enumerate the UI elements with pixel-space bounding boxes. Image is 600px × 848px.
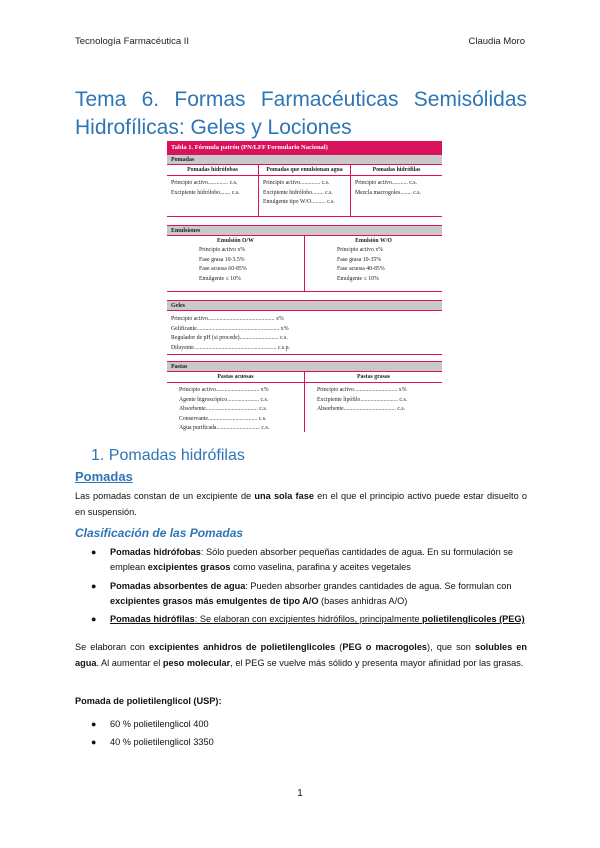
col-head: Pastas acuosas: [167, 372, 304, 383]
list-item: [75, 717, 527, 732]
title-word: Semisólidas: [413, 88, 527, 111]
pastas-col: [167, 372, 305, 432]
formula-line: Principio activo.............................. x%: [179, 387, 269, 393]
text-run: : Se elaboran con excipientes hidrófilos, principalmente: [194, 614, 423, 625]
peg-paragraph: [75, 640, 527, 671]
usp-heading: [75, 694, 527, 710]
pomadas-heading: Pomadas: [75, 469, 133, 484]
emulsiones-col: [305, 236, 442, 291]
text-run: (: [335, 642, 343, 652]
section-emulsiones: Emulsiones: [167, 225, 442, 236]
list-item: [75, 735, 527, 750]
title-word: Tema: [75, 88, 127, 111]
formula-line: Absorbente.................................... c.s.: [317, 406, 406, 412]
bullet-icon: ●: [91, 737, 97, 748]
list-item: [75, 579, 527, 610]
formula-line: Emulgente tipo W/O.......... c.s.: [263, 199, 335, 205]
formula-line: Conservante.................................. c.s.: [179, 415, 267, 422]
formula-line: Diluyente......................................................... c.s.p.: [171, 344, 290, 351]
header-left: Tecnología Farmacéutica II: [75, 36, 190, 47]
formula-line: Fase grasa 10-3.5%: [199, 256, 245, 263]
list-item: [75, 612, 527, 627]
formula-table-figure: [167, 141, 442, 431]
text-run: en el que el principio activo puede estar disuelto o en suspensión.: [75, 491, 528, 517]
title-word: 6.: [141, 88, 160, 111]
formula-line: Principio activo x%: [337, 247, 384, 253]
text-run: : Pueden absorber grandes cantidades de agua. Se formulan con: [245, 580, 512, 591]
text-run-bold: excipientes anhidros de polietilenglicoles: [148, 642, 336, 652]
clasificacion-heading: Clasificación de las Pomadas: [75, 526, 244, 540]
emulsiones-row: [167, 236, 442, 292]
text-run-bold: solubles en agua: [75, 642, 527, 668]
formula-line: Agua purificada.............................. c.s.: [179, 425, 270, 431]
page-number: 1: [297, 788, 303, 799]
usp-list: [75, 717, 527, 754]
formula-line: Principio activo........... c.s.: [355, 180, 417, 186]
formula-line: Principio activo.............................. x%: [317, 387, 407, 393]
text-run-bold: excipientes grasos más emulgentes de tipo A/O: [110, 595, 319, 606]
text-run-bold: una sola fase: [254, 491, 314, 501]
formula-line: Excipiente lipófilo.......................... c.s.: [317, 396, 408, 403]
formula-line: Fase grasa 10-35%: [337, 256, 382, 263]
text-run-bold: PEG o macrogoles: [342, 642, 428, 652]
bullet-icon: ●: [91, 614, 97, 625]
formula-line: Emulgente ≤ 10%: [337, 275, 379, 282]
section-pomadas: Pomadas: [167, 154, 442, 165]
text-run: Las pomadas constan de un excipiente de: [75, 491, 255, 501]
formula-line: Principio activo.............. c.s.: [171, 180, 238, 186]
pastas-row: [167, 372, 442, 432]
emulsiones-col: [167, 236, 305, 291]
figure-title: Tabla 1. Fórmula patrón (PN/LFF Formulario Nacional): [167, 141, 442, 154]
pomadas-col: [351, 165, 442, 216]
text-run-bold: polietilenglicoles (PEG): [422, 614, 525, 625]
col-head: Pastas grasas: [305, 372, 442, 383]
title-word: Farmacéuticas: [260, 88, 399, 111]
formula-line: Emulgente ≤ 10%: [199, 275, 241, 282]
bullet-icon: ●: [91, 580, 97, 591]
col-head: Emulsión O/W: [217, 238, 254, 244]
bullet-icon: ●: [91, 547, 97, 557]
text-run-bold: Pomadas absorbentes de agua: [110, 580, 246, 591]
section-geles: Geles: [167, 300, 442, 311]
list-item: [75, 545, 527, 576]
title-line-2: Hidrofílicas: Geles y Lociones: [75, 116, 352, 139]
formula-line: Principio activo.............................................. x%: [171, 316, 284, 322]
formula-line: Regulador de pH (si procede)........................... c.s.: [171, 335, 288, 341]
text-run: , el PEG se vuelve más sólido y presenta mayor afinidad por las grasas.: [230, 657, 524, 668]
section-heading: 1. Pomadas hidrófilas: [91, 447, 245, 464]
formula-line: Gelificante......................................................... x%: [171, 325, 289, 332]
text-run-bold: peso molecular: [162, 657, 231, 668]
formula-line: Principio activo x%: [199, 247, 246, 253]
formula-line: Excipiente hidrófobo........ c.s.: [263, 189, 333, 196]
text-run: (bases anhidras A/O): [318, 595, 408, 606]
pomadas-row: [167, 165, 442, 217]
formula-line: Agente higroscópico...................... c.s.: [179, 396, 269, 403]
formula-line: Fase acuosa 60-85%: [199, 266, 247, 272]
col-head: Pomadas hidrófobas: [167, 165, 258, 176]
bullet-icon: ●: [91, 719, 97, 729]
formula-line: Excipiente hidrófobo....... c.s.: [171, 189, 240, 196]
text-run: ), que son: [427, 642, 475, 652]
title-word: Formas: [174, 88, 246, 111]
col-head: Pomadas que emulsionan agua: [259, 165, 350, 176]
clasificacion-list: [75, 545, 527, 630]
section-pastas: Pastas: [167, 361, 442, 372]
text-run: Se elaboran con: [75, 642, 149, 652]
formula-line: Fase acuosa 40-85%: [337, 266, 385, 272]
pastas-col: [305, 372, 442, 432]
geles-row: [167, 311, 442, 355]
col-head: Emulsión W/O: [355, 238, 392, 244]
col-head: Pomadas hidrófilas: [351, 165, 442, 176]
header-right: Claudia Moro: [468, 36, 525, 47]
text-run: 60 % polietilenglicol 400: [110, 719, 209, 729]
text-run: como vaselina, parafina y aceites vegetales: [230, 562, 411, 573]
pomadas-paragraph: [75, 489, 527, 520]
pomadas-col: [259, 165, 351, 216]
formula-line: Mezcla macrogoles........ c.s.: [355, 189, 421, 196]
text-run: 40 % polietilenglicol 3350: [110, 737, 214, 748]
text-run: . Al aumentar el: [96, 657, 163, 668]
text-run-bold: Pomada de polietilenglicol (USP):: [75, 696, 222, 706]
pomadas-col: [167, 165, 259, 216]
text-run: : Sólo pueden absorber pequeñas cantidades de agua. En su formulación se emplean: [110, 547, 513, 573]
page-title: [75, 86, 527, 142]
text-run-bold: Pomadas hidrófilas: [110, 614, 195, 625]
formula-line: Absorbente.................................... c.s.: [179, 406, 268, 412]
text-run-bold: Pomadas hidrófobas: [110, 547, 201, 557]
formula-line: Principio activo.............. c.s.: [263, 180, 330, 186]
text-run-bold: excipientes grasos: [147, 562, 231, 573]
